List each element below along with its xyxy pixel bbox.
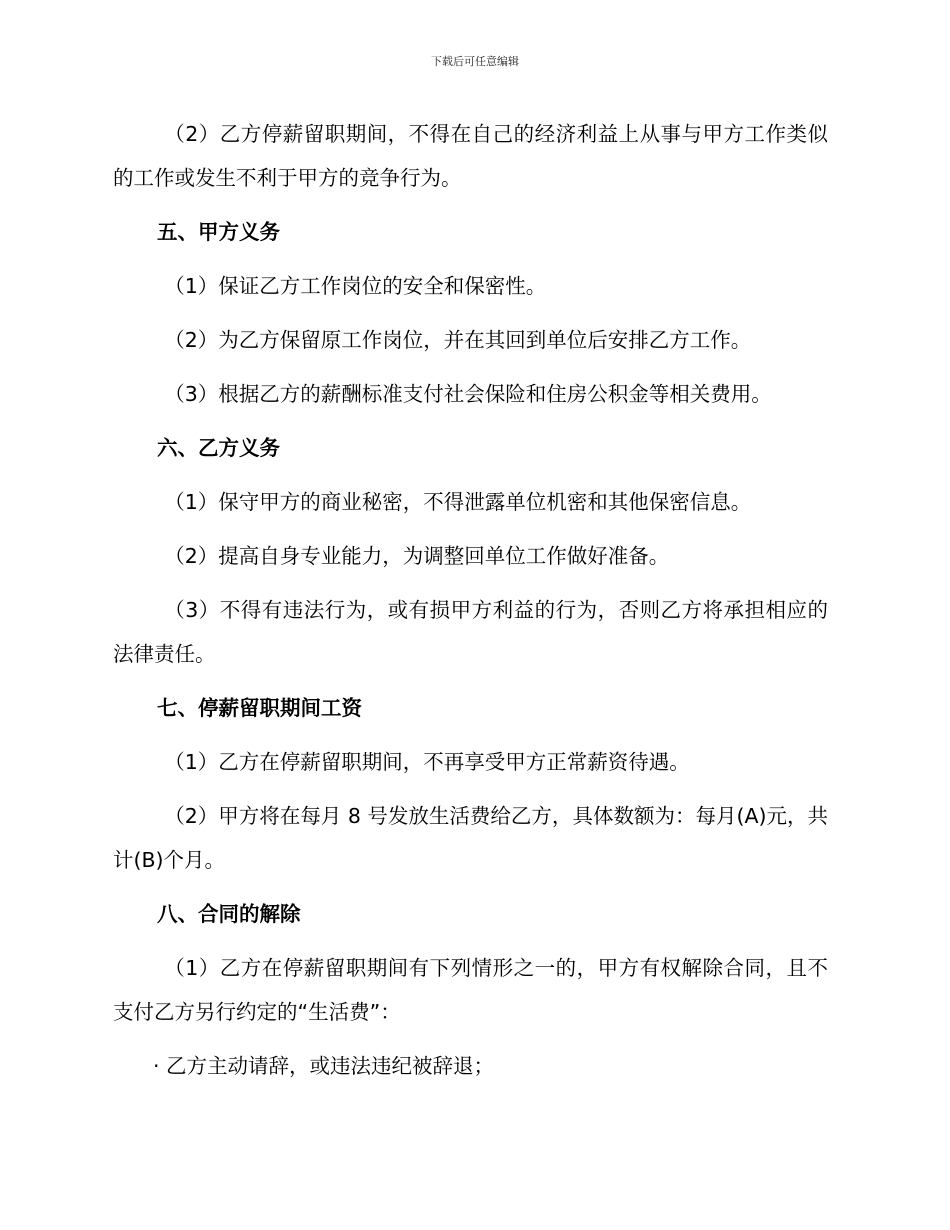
bullet-item-8-1: · 乙方主动请辞，或违法违纪被辞退； <box>153 1054 495 1078</box>
paragraph-6-3: （3）不得有违法行为，或有损甲方利益的行为，否则乙方将承担相应的法律责任。 <box>113 598 828 666</box>
section-heading-8: 八、合同的解除 <box>157 902 301 926</box>
section-heading-7: 七、停薪留职期间工资 <box>157 696 362 720</box>
page-header: 下载后可任意编辑 <box>431 55 519 68</box>
paragraph-7-2: （2）甲方将在每月 8 号发放生活费给乙方，具体数额为：每月(A)元，共计(B)个月。 <box>113 804 828 872</box>
document-body <box>113 112 828 1098</box>
paragraph-4-2: （2）乙方停薪留职期间，不得在自己的经济利益上从事与甲方工作类似的工作或发生不利于甲方的竞争行为。 <box>113 122 828 190</box>
paragraph-5-1: （1）保证乙方工作岗位的安全和保密性。 <box>164 274 547 298</box>
paragraph-7-1: （1）乙方在停薪留职期间，不再享受甲方正常薪资待遇。 <box>164 750 690 774</box>
paragraph-6-2: （2）提高自身专业能力，为调整回单位工作做好准备。 <box>164 544 670 568</box>
section-heading-5: 五、甲方义务 <box>157 220 280 244</box>
paragraph-5-2: （2）为乙方保留原工作岗位，并在其回到单位后安排乙方工作。 <box>164 328 752 352</box>
section-heading-6: 六、乙方义务 <box>157 436 280 460</box>
paragraph-5-3: （3）根据乙方的薪酬标准支付社会保险和住房公积金等相关费用。 <box>164 382 772 406</box>
paragraph-6-1: （1）保守甲方的商业秘密，不得泄露单位机密和其他保密信息。 <box>164 490 752 514</box>
paragraph-8-1: （1）乙方在停薪留职期间有下列情形之一的，甲方有权解除合同，且不支付乙方另行约定的“生活费”： <box>113 956 828 1024</box>
